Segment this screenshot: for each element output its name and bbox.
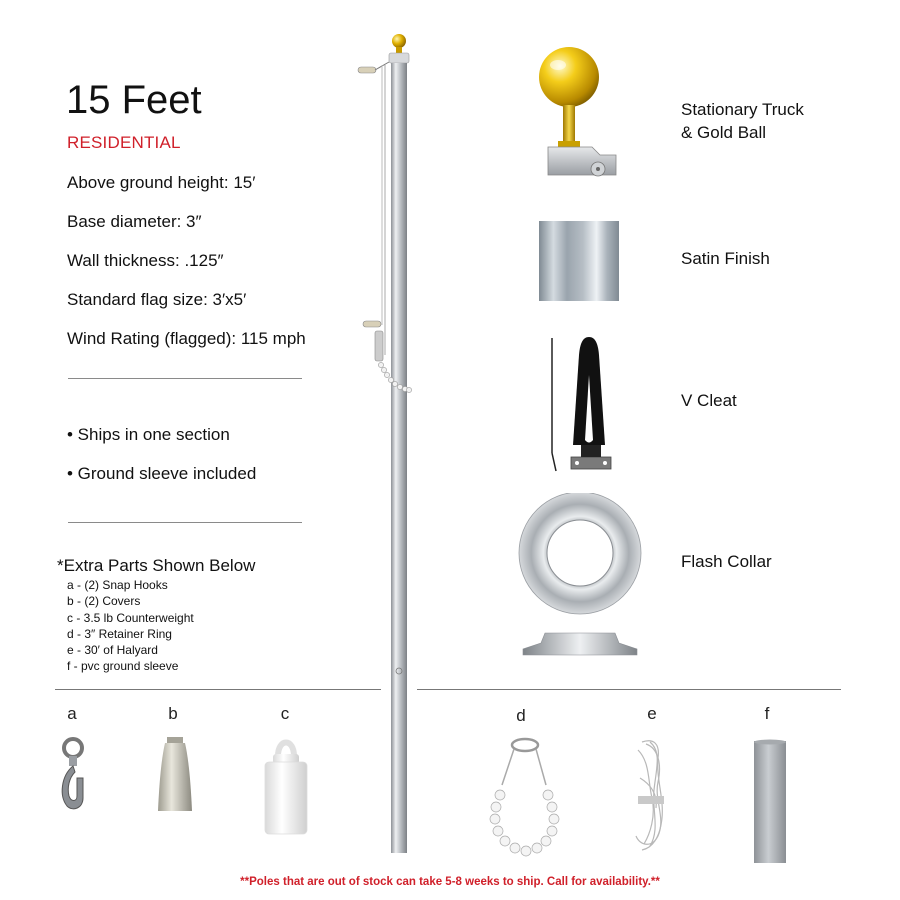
halyard-icon: [628, 738, 678, 858]
part-letter-e: e: [647, 704, 657, 723]
retainer-ring-icon: [480, 735, 570, 865]
bullet-ground-sleeve: • Ground sleeve included: [67, 464, 257, 483]
part-letter-b: b: [168, 704, 178, 723]
snap-hook-icon: [53, 736, 93, 816]
page-title: 15 Feet: [66, 78, 202, 122]
ground-sleeve-icon: [753, 739, 787, 865]
divider: [68, 522, 302, 523]
part-letter-a: a: [67, 704, 77, 723]
extras-item: e - 30′ of Halyard: [67, 643, 158, 658]
divider: [55, 689, 381, 690]
gold-ball-icon: [530, 45, 625, 185]
availability-notice: **Poles that are out of stock can take 5-8 weeks to ship. Call for availability.**: [240, 876, 660, 888]
extras-item: b - (2) Covers: [67, 594, 141, 609]
extras-item: f - pvc ground sleeve: [67, 659, 179, 674]
part-letter-f: f: [764, 704, 770, 723]
cover-icon: [150, 735, 200, 815]
spec-base-diameter: Base diameter: 3″: [67, 212, 202, 231]
counterweight-icon: [261, 736, 311, 836]
divider: [68, 378, 302, 379]
spec-flag-size: Standard flag size: 3′x5′: [67, 290, 247, 309]
feature-truck-line1: Stationary Truck: [681, 100, 804, 119]
spec-wind-rating: Wind Rating (flagged): 115 mph: [67, 329, 306, 348]
spec-wall-thickness: Wall thickness: .125″: [67, 251, 224, 270]
v-cleat-icon: [545, 335, 620, 475]
extras-item: a - (2) Snap Hooks: [67, 578, 168, 592]
bullet-one-section: • Ships in one section: [67, 425, 230, 444]
part-letter-d: d: [516, 706, 526, 725]
flash-collar-icon: [515, 493, 645, 663]
extras-list: [67, 577, 194, 675]
category-label: RESIDENTIAL: [67, 133, 181, 152]
feature-cleat-label: V Cleat: [681, 391, 737, 410]
feature-truck-line2: & Gold Ball: [681, 123, 767, 142]
feature-truck-label: [681, 98, 804, 144]
divider: [417, 689, 841, 690]
feature-finish-label: Satin Finish: [681, 249, 770, 268]
part-letter-c: c: [280, 704, 290, 723]
satin-finish-swatch: [539, 221, 619, 301]
extras-item: c - 3.5 lb Counterweight: [67, 610, 194, 625]
feature-collar-label: Flash Collar: [681, 552, 772, 571]
spec-height: Above ground height: 15′: [67, 173, 256, 192]
extras-title: *Extra Parts Shown Below: [57, 556, 256, 575]
extras-item: d - 3″ Retainer Ring: [67, 626, 172, 641]
flagpole-illustration: [345, 25, 425, 855]
